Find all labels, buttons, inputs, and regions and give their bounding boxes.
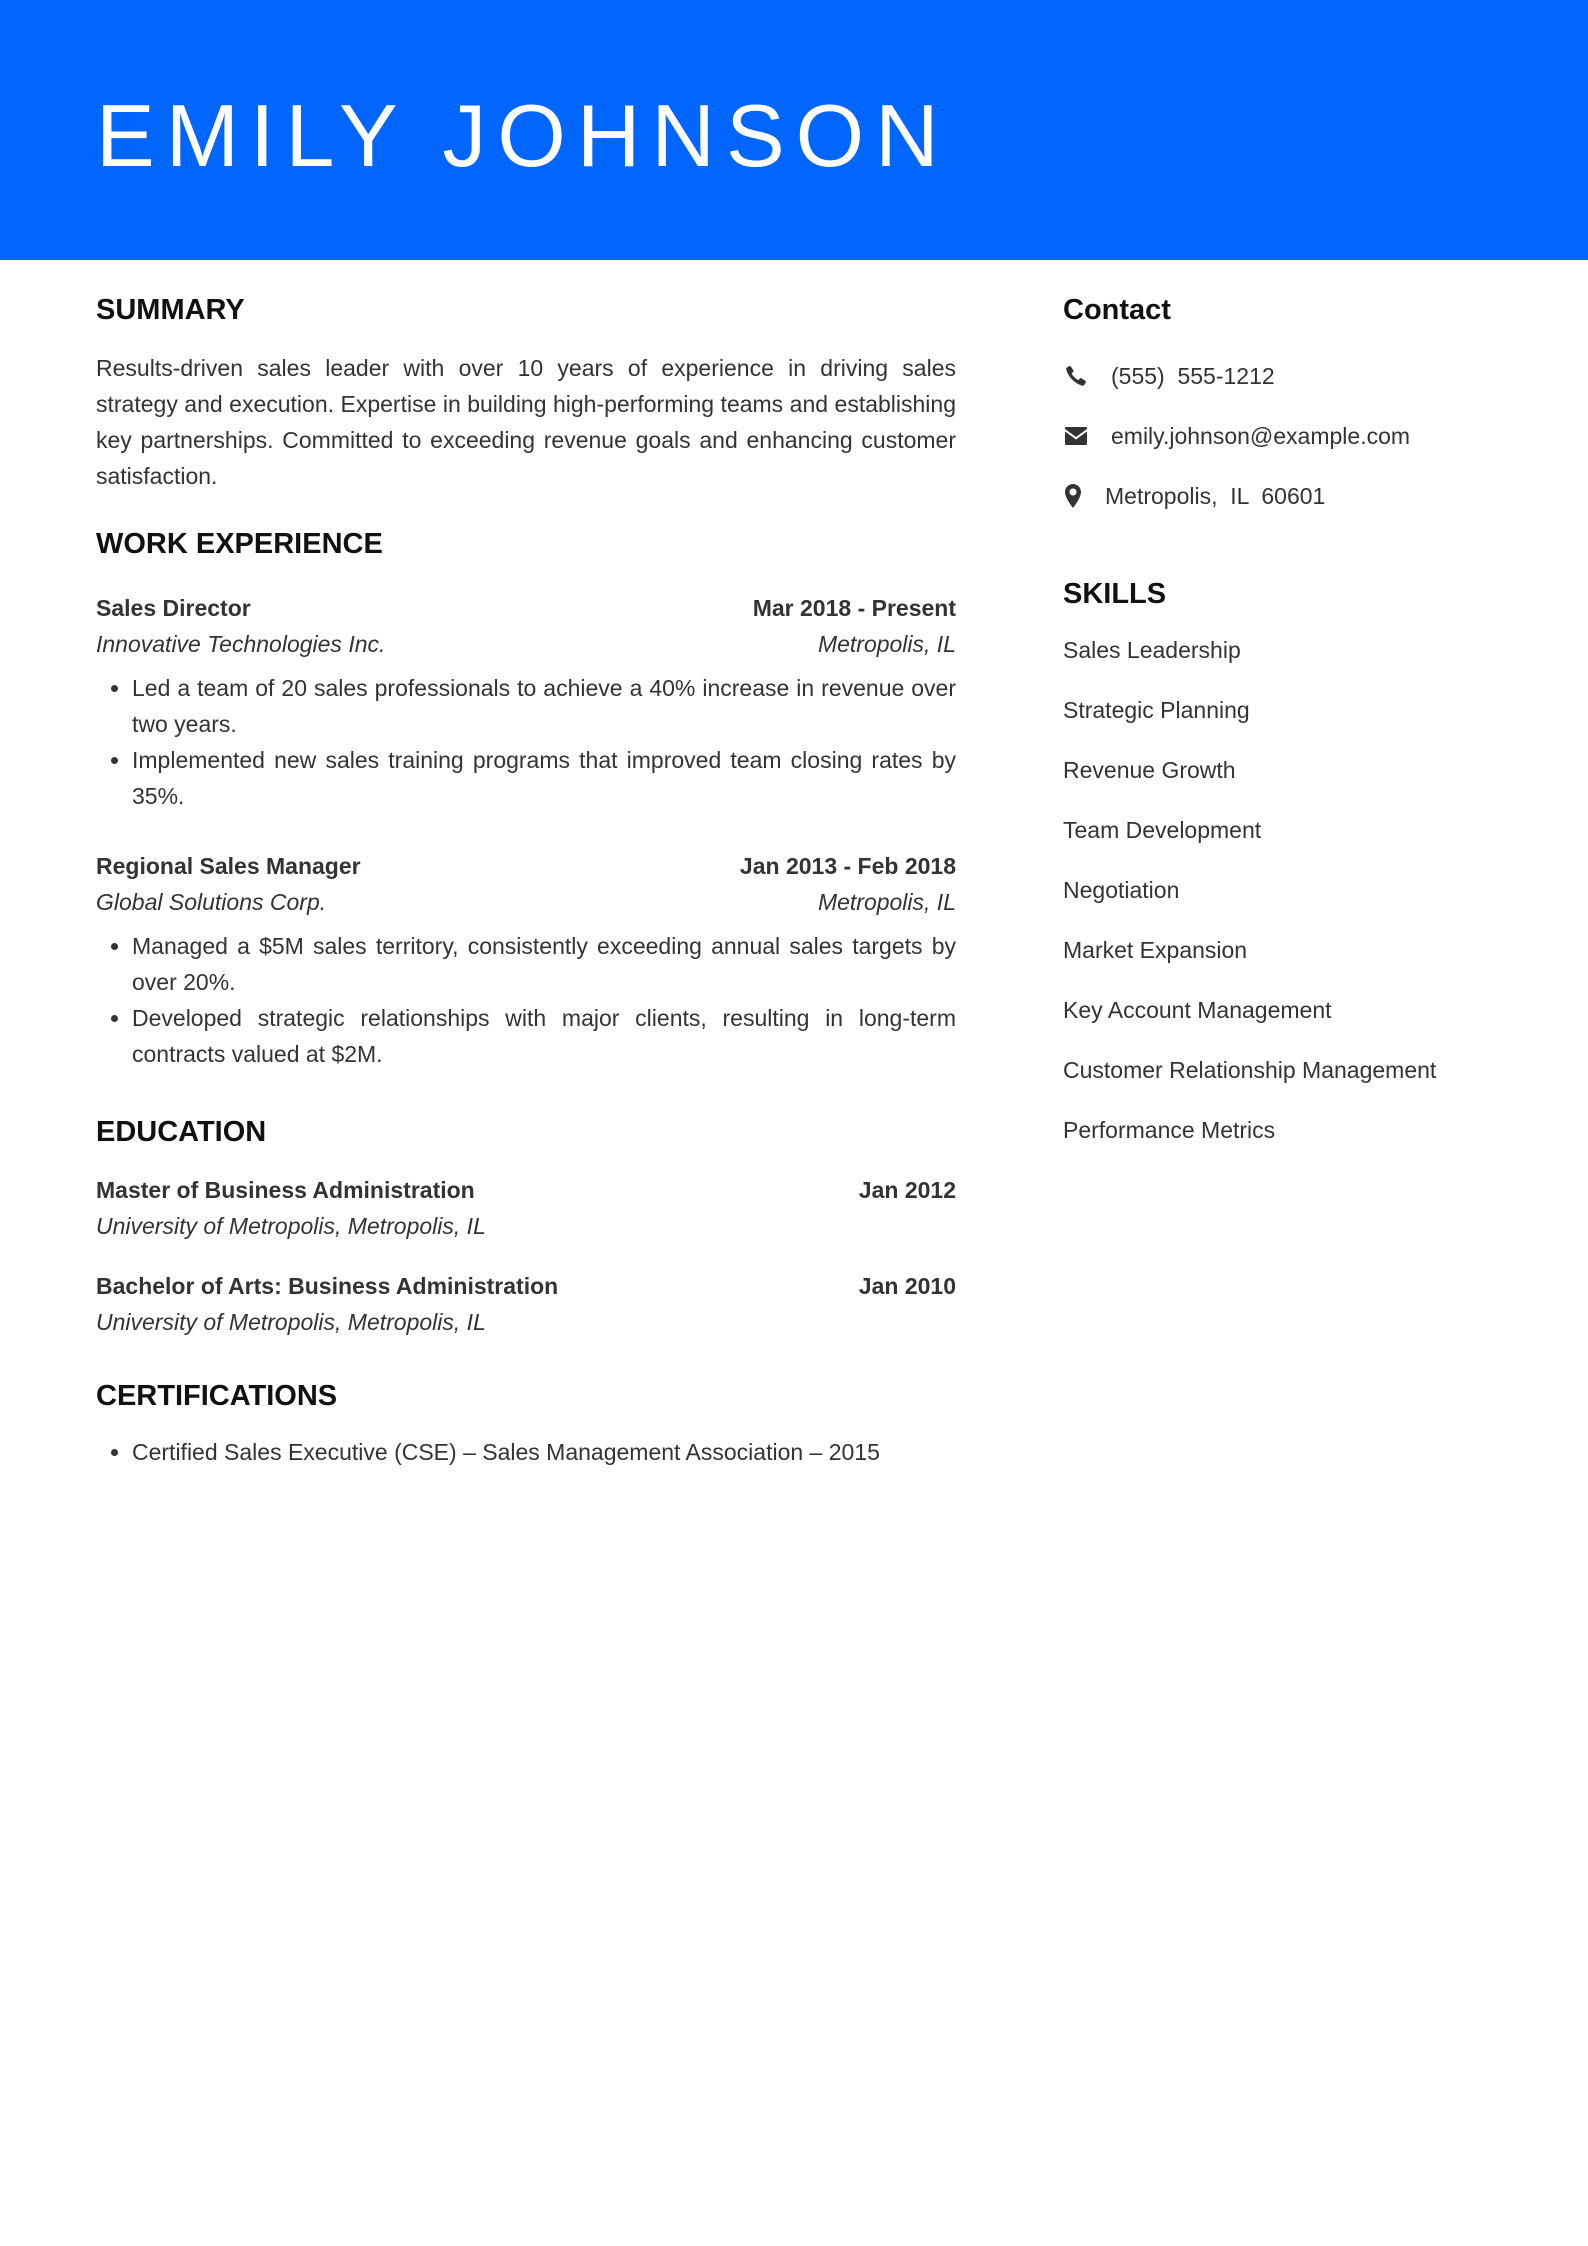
skill-item: Customer Relationship Management	[1063, 1057, 1437, 1083]
contact-email-text[interactable]: emily.johnson@example.com	[1111, 423, 1411, 449]
contact-email	[1063, 418, 1523, 454]
education-entry	[96, 1268, 956, 1340]
contact-section	[1063, 290, 1523, 514]
job-bullet: • Led a team of 20 sales professionals to achieve a 40% increase in revenue over two years.	[132, 670, 956, 742]
skill-item: Market Expansion	[1063, 937, 1248, 963]
school-name: University of Metropolis, Metropolis, IL	[96, 1309, 486, 1335]
skill-item: Negotiation	[1063, 877, 1180, 903]
sidebar-column	[1063, 290, 1523, 1148]
job-bullet: • Managed a $5M sales territory, consistently exceeding annual sales targets by over 20%.	[132, 928, 956, 1000]
work-experience-heading: WORK EXPERIENCE	[96, 528, 383, 560]
certifications-list	[96, 1434, 956, 1470]
skill-item: Key Account Management	[1063, 997, 1332, 1023]
education-section	[96, 1112, 956, 1340]
candidate-name: EMILY JOHNSON	[96, 86, 950, 185]
skills-heading: SKILLS	[1063, 578, 1167, 610]
job-dates: Jan 2013 - Feb 2018	[739, 853, 956, 879]
skill-item: Strategic Planning	[1063, 697, 1250, 723]
contact-phone	[1063, 358, 1523, 394]
certifications-section	[96, 1376, 956, 1470]
contact-heading: Contact	[1063, 294, 1171, 326]
skills-section	[1063, 574, 1523, 1148]
degree-date: Jan 2010	[858, 1273, 956, 1299]
job-bullets	[96, 928, 956, 1072]
school-name: University of Metropolis, Metropolis, IL	[96, 1213, 486, 1239]
job-location: Metropolis, IL	[817, 631, 956, 657]
summary-section	[96, 290, 956, 494]
job-entry	[96, 590, 956, 814]
job-company: Innovative Technologies Inc.	[96, 631, 386, 657]
work-experience-section	[96, 524, 956, 1072]
summary-heading: SUMMARY	[96, 294, 245, 326]
skill-item: Performance Metrics	[1063, 1117, 1276, 1143]
envelope-icon	[1063, 423, 1089, 449]
job-entry	[96, 848, 956, 1072]
certifications-heading: CERTIFICATIONS	[96, 1380, 338, 1412]
job-company: Global Solutions Corp.	[96, 889, 327, 915]
contact-location	[1063, 478, 1523, 514]
map-pin-icon	[1063, 483, 1083, 509]
degree-name: Master of Business Administration	[96, 1177, 475, 1203]
contact-phone-text: (555) 555-1212	[1111, 363, 1275, 389]
job-bullet: • Implemented new sales training programs that improved team closing rates by 35%.	[132, 742, 956, 814]
header-banner	[0, 0, 1588, 260]
education-entry	[96, 1172, 956, 1244]
job-title: Regional Sales Manager	[96, 853, 361, 879]
certification-item: • Certified Sales Executive (CSE) – Sales Management Association – 2015	[132, 1434, 956, 1470]
job-bullet: • Developed strategic relationships with major clients, resulting in long-term contracts valued at $2M.	[132, 1000, 956, 1072]
skill-item: Sales Leadership	[1063, 637, 1241, 663]
degree-date: Jan 2012	[858, 1177, 956, 1203]
job-bullets	[96, 670, 956, 814]
degree-name: Bachelor of Arts: Business Administration	[96, 1273, 559, 1299]
job-location: Metropolis, IL	[817, 889, 956, 915]
education-heading: EDUCATION	[96, 1116, 267, 1148]
summary-text: Results-driven sales leader with over 10 years of experience in driving sales strategy and execution. Expertise in building high-performing teams and establishing key partnerships. Committed to exceeding revenue goals and enhancing customer satisfaction.	[96, 355, 956, 489]
main-column	[96, 290, 956, 1470]
contact-location-text: Metropolis, IL 60601	[1105, 483, 1326, 509]
job-dates: Mar 2018 - Present	[752, 595, 956, 621]
skill-item: Revenue Growth	[1063, 757, 1236, 783]
job-title: Sales Director	[96, 595, 251, 621]
skill-item: Team Development	[1063, 817, 1262, 843]
phone-icon	[1063, 363, 1089, 389]
